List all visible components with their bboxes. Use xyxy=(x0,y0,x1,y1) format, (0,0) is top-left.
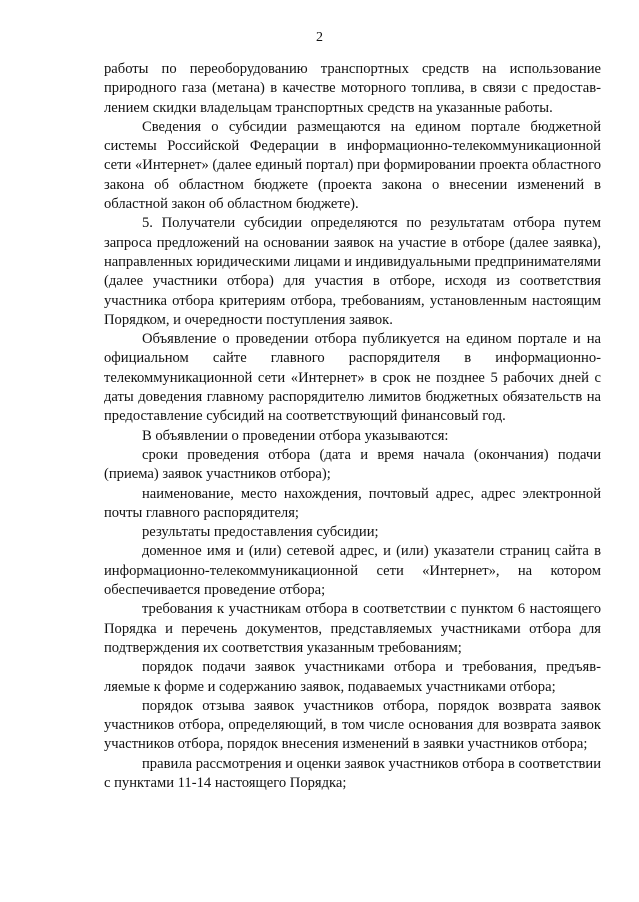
paragraph: Сведения о субсидии размещаются на едином портале бюджетной системы Российской Федерации в информационно-телекоммуникационной сети «Интернет» (далее единый портал) при формировании проекта областного закона об областном бюджете (проекта закона о внесении изменений в областной закон об областном бюджете). xyxy=(104,118,601,213)
paragraph: порядок отзыва заявок участников отбора, порядок возврата заявок участников отбора, определяющий, в том числе основания для возврата заявок участников отбора, порядок внесения изменений в заявки участников отбора; xyxy=(104,697,601,753)
paragraph: Объявление о проведении отбора публикуется на едином портале и на официальном сайте главного распорядителя в информационно-телекоммуникационной сети «Интернет» в срок не позднее 5 рабочих дней с даты доведения главному распорядителю лимитов бюджетных обязательств на предоставление субсидий на соответствующий финансовый год. xyxy=(104,331,601,425)
paragraph: наименование, место нахождения, почтовый адрес, адрес электронной почты главного распорядителя; xyxy=(104,485,601,521)
paragraph: порядок подачи заявок участниками отбора и требования, предъявляемые к форме и содержанию заявок, подаваемых участниками отбора; xyxy=(104,659,601,695)
paragraph: доменное имя и (или) сетевой адрес, и (или) указатели страниц сайта в информационно-телекоммуникационной сети «Интернет», на котором обеспечивается проведение отбора; xyxy=(104,543,601,599)
document-body xyxy=(104,60,601,793)
paragraph: правила рассмотрения и оценки заявок участников отбора в соответствии с пунктами 11-14 настоящего Порядка; xyxy=(104,755,601,791)
paragraph: работы по переоборудованию транспортных средств на использование природного газа (метана) в качестве моторного топлива, в связи с предоставлением скидки владельцам транспортных средств на указанные работы. xyxy=(104,61,601,116)
paragraph: В объявлении о проведении отбора указываются: xyxy=(142,427,449,444)
paragraph: 5. Получатели субсидии определяются по результатам отбора путем запроса предложений на основании заявок на участие в отборе (далее заявка), направленных юридическими лицами и индивидуальными предпринимателями (далее участники отбора) для участия в отборе, исходя из соответствия участника отбора критериям отбора, требованиям, установленным настоящим Порядком, и очередности поступления заявок. xyxy=(104,215,601,328)
paragraph: результаты предоставления субсидии; xyxy=(142,524,379,541)
paragraph: требования к участникам отбора в соответствии с пунктом 6 настоящего Порядка и перечень документов, представляемых участниками отбора для подтверждения их соответствия указанным требованиям; xyxy=(104,601,601,656)
paragraph: сроки проведения отбора (дата и время начала (окончания) подачи (приема) заявок участников отбора); xyxy=(104,446,601,483)
page-number: 2 xyxy=(316,30,323,45)
